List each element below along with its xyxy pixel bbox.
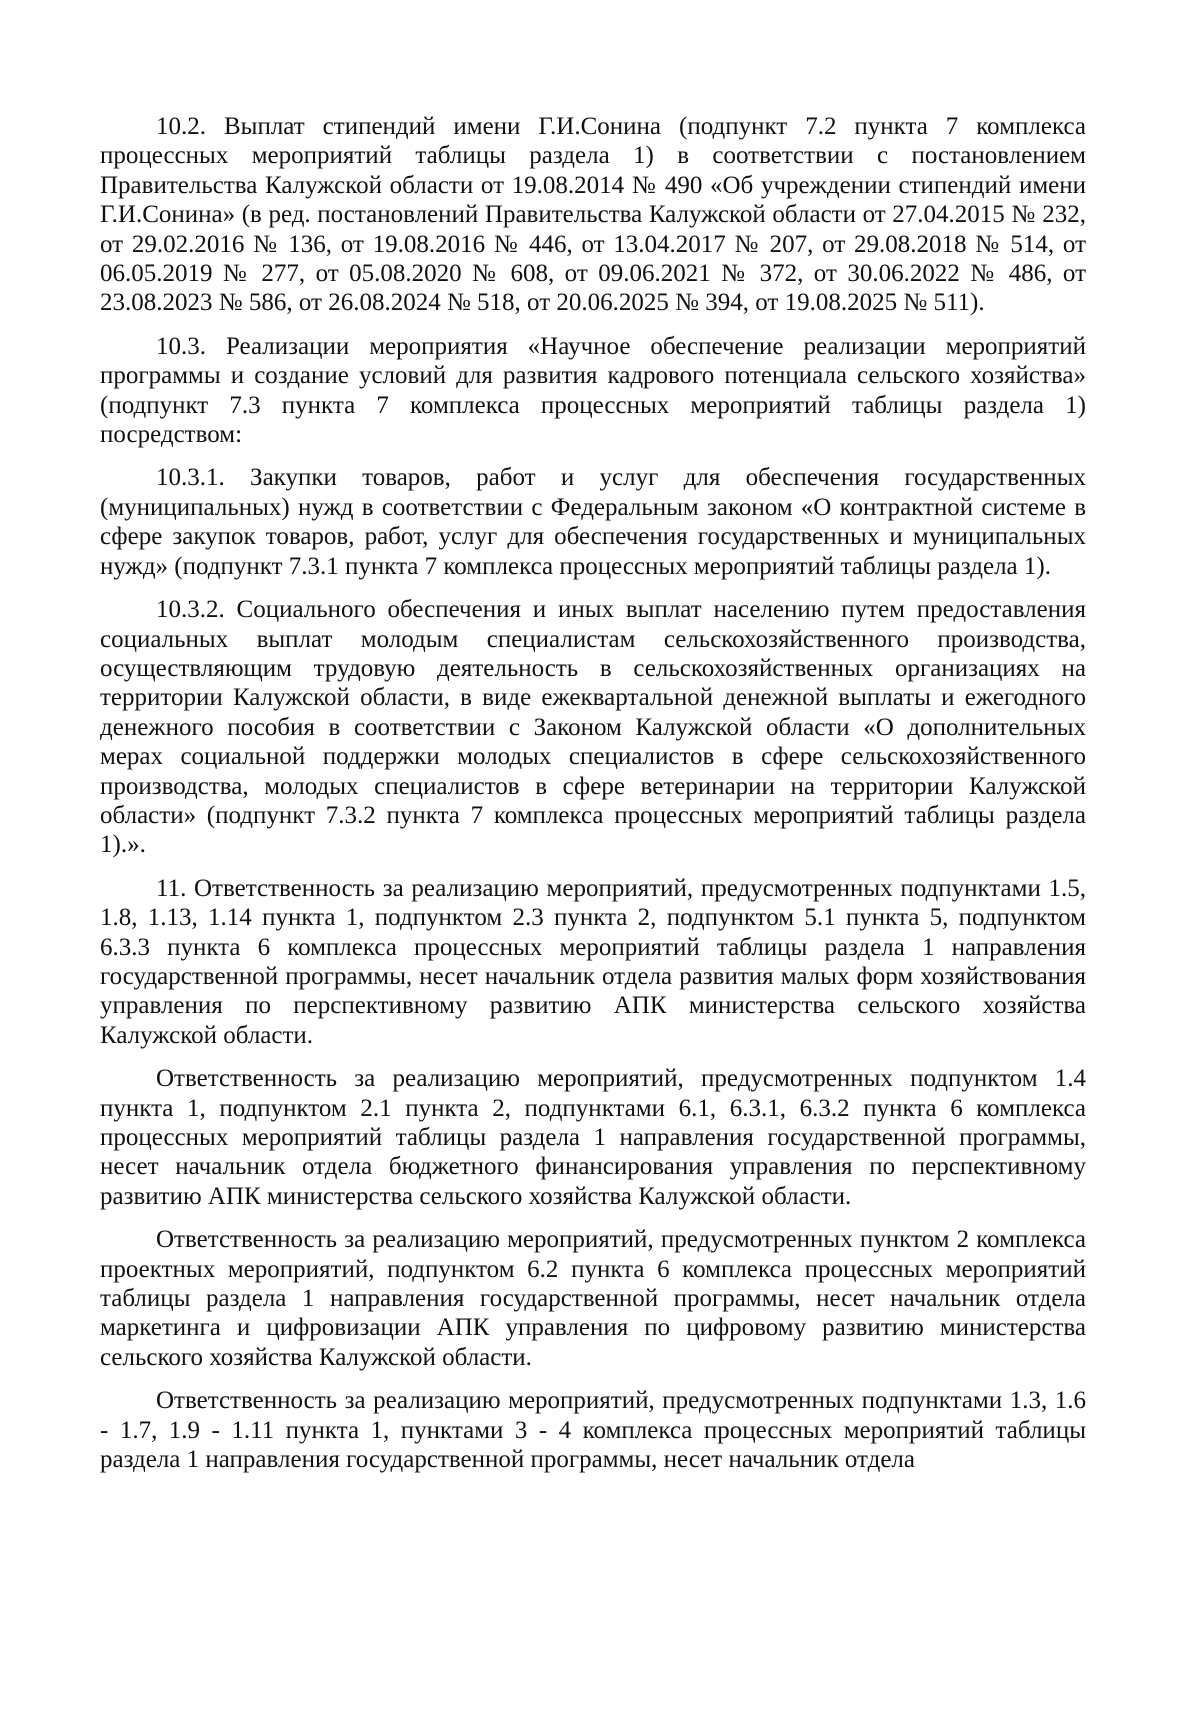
document-body [100,112,1086,1474]
paragraph-responsibility-continued: Ответственность за реализацию мероприятий, предусмотренных подпунктами 1.3, 1.6 - 1.7, 1.9 - 1.11 пункта 1, пунктами 3 - 4 комплекса процессных мероприятий таблицы раздела 1 направления государственной программы, несет начальник отдела [100,1387,1086,1474]
paragraph-11: 11. Ответственность за реализацию мероприятий, предусмотренных подпунктами 1.5, 1.8, 1.13, 1.14 пункта 1, подпунктом 2.3 пункта 2, подпунктом 5.1 пункта 5, подпунктом 6.3.3 пункта 6 комплекса процессных мероприятий таблицы раздела 1 направления государственной программы, несет начальник отдела развития малых форм хозяйствования управления по перспективному развитию АПК министерства сельского хозяйства Калужской области. [100,874,1086,1049]
paragraph-responsibility-budget: Ответственность за реализацию мероприятий, предусмотренных подпунктом 1.4 пункта 1, подпунктом 2.1 пункта 2, подпунктами 6.1, 6.3.1, 6.3.2 пункта 6 комплекса процессных мероприятий таблицы раздела 1 направления государственной программы, несет начальник отдела бюджетного финансирования управления по перспективному развитию АПК министерства сельского хозяйства Калужской области. [100,1065,1086,1210]
paragraph-10-3: 10.3. Реализации мероприятия «Научное обеспечение реализации мероприятий программы и создание условий для развития кадрового потенциала сельского хозяйства» (подпункт 7.3 пункта 7 комплекса процессных мероприятий таблицы раздела 1) посредством: [100,332,1086,449]
paragraph-responsibility-digital: Ответственность за реализацию мероприятий, предусмотренных пунктом 2 комплекса проектных мероприятий, подпунктом 6.2 пункта 6 комплекса процессных мероприятий таблицы раздела 1 направления государственной программы, несет начальник отдела маркетинга и цифровизации АПК управления по цифровому развитию министерства сельского хозяйства Калужской области. [100,1226,1086,1371]
paragraph-10-2: 10.2. Выплат стипендий имени Г.И.Сонина (подпункт 7.2 пункта 7 комплекса процессных мероприятий таблицы раздела 1) в соответствии с постановлением Правительства Калужской области от 19.08.2014 № 490 «Об учреждении стипендий имени Г.И.Сонина» (в ред. постановлений Правительства Калужской области от 27.04.2015 № 232, от 29.02.2016 № 136, от 19.08.2016 № 446, от 13.04.2017 № 207, от 29.08.2018 № 514, от 06.05.2019 № 277, от 05.08.2020 № 608, от 09.06.2021 № 372, от 30.06.2022 № 486, от 23.08.2023 № 586, от 26.08.2024 № 518, от 20.06.2025 № 394, от 19.08.2025 № 511). [100,113,1086,317]
paragraph-10-3-1: 10.3.1. Закупки товаров, работ и услуг для обеспечения государственных (муниципальных) нужд в соответствии с Федеральным законом «О контрактной системе в сфере закупок товаров, работ, услуг для обеспечения государственных и муниципальных нужд» (подпункт 7.3.1 пункта 7 комплекса процессных мероприятий таблицы раздела 1). [100,464,1086,580]
paragraph-10-3-2: 10.3.2. Социального обеспечения и иных выплат населению путем предоставления социальных выплат молодым специалистам сельскохозяйственного производства, осуществляющим трудовую деятельность в сельскохозяйственных организациях на территории Калужской области, в виде ежеквартальной денежной выплаты и ежегодного денежного пособия в соответствии с Законом Калужской области «О дополнительных мерах социальной поддержки молодых специалистов в сфере сельскохозяйственного производства, молодых специалистов в сфере ветеринарии на территории Калужской области» (подпункт 7.3.2 пункта 7 комплекса процессных мероприятий таблицы раздела 1).». [100,596,1086,859]
